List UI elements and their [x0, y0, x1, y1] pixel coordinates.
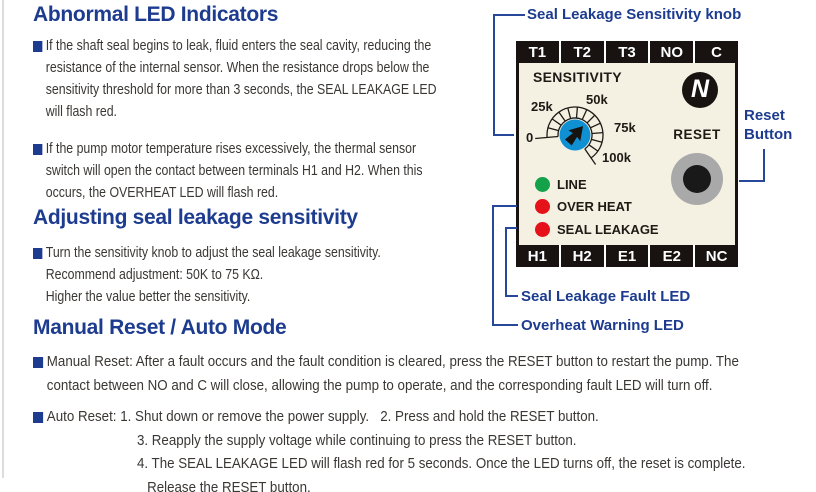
led-row-seal-leakage — [535, 222, 659, 237]
auto-reset-bullet — [33, 406, 745, 492]
text-line: contact between NO and C will close, allowing the pump to operate, and the corresponding fault LED will turn off. — [46, 377, 713, 394]
text-line: Auto Reset: 1. Shut down or remove the power supply. 2. Press and hold the RESET button. — [46, 409, 599, 425]
section-title-manual-reset: Manual Reset / Auto Mode — [33, 316, 287, 339]
bullet-square-icon — [33, 412, 43, 423]
seal-leakage-led-icon — [535, 222, 550, 237]
bullet-square-icon — [33, 357, 43, 368]
terminal-h1: H1 — [516, 245, 559, 267]
terminal-c: C — [695, 41, 738, 63]
callout-line-overheat-bottom — [492, 324, 518, 326]
terminal-h2: H2 — [561, 245, 604, 267]
abnormal-bullet-2 — [33, 138, 423, 204]
terminal-t2: T2 — [561, 41, 604, 63]
dial-label-0: 0 — [526, 130, 534, 145]
text-line: Higher the value better the sensitivity. — [45, 289, 251, 305]
text-line: If the pump motor temperature rises excessively, the thermal sensor — [45, 141, 417, 157]
terminal-nc: NC — [695, 245, 738, 267]
bullet-square-icon — [33, 144, 42, 155]
callout-knob-label: Seal Leakage Sensitivity knob — [527, 6, 742, 23]
dial-label-100k: 100k — [602, 150, 631, 165]
text-line: switch will open the contact between terminals H1 and H2. When this — [45, 163, 423, 179]
terminal-e2: E2 — [650, 245, 693, 267]
dial-label-50k: 50k — [586, 92, 608, 107]
abnormal-bullet-1 — [33, 35, 436, 123]
line-led-icon — [535, 177, 550, 192]
control-panel-diagram — [516, 41, 738, 267]
text-line: Release the RESET button. — [147, 479, 311, 492]
adjusting-bullet — [33, 242, 381, 308]
text-line: 4. The SEAL LEAKAGE LED will flash red for 5 seconds. Once the LED turns off, the reset is complete. — [136, 456, 746, 472]
terminal-e1: E1 — [606, 245, 649, 267]
text-line: resistance of the internal sensor. When the resistance drops below the — [45, 60, 430, 76]
reset-button-core — [683, 165, 711, 193]
text-line: Manual Reset: After a fault occurs and the fault condition is cleared, press the RESET button to restart the pump. The — [46, 354, 739, 370]
text-line: 3. Reapply the supply voltage while continuing to press the RESET button. — [136, 432, 577, 449]
text-line: sensitivity threshold for more than 3 seconds, the SEAL LEAKAGE LED — [45, 82, 437, 98]
terminal-no: NO — [650, 41, 693, 63]
callout-line-knob-point — [493, 134, 514, 136]
manual-reset-bullet — [33, 351, 739, 398]
brand-logo-letter: N — [690, 74, 710, 103]
text-line: will flash red. — [45, 104, 117, 120]
page-edge-line — [2, 0, 4, 478]
sensitivity-label: SENSITIVITY — [533, 69, 622, 85]
callout-line-seal-bottom — [505, 295, 518, 297]
brand-logo — [682, 72, 718, 108]
led-row-overheat — [535, 199, 632, 214]
dial-label-75k: 75k — [614, 120, 636, 135]
bullet-square-icon — [33, 41, 42, 52]
dial-label-25k: 25k — [531, 99, 553, 114]
section-title-abnormal-led: Abnormal LED Indicators — [33, 3, 279, 26]
led-label: OVER HEAT — [557, 199, 632, 214]
reset-label: RESET — [673, 127, 721, 142]
callout-line-seal-vert — [505, 227, 507, 297]
callout-seal-fault-label: Seal Leakage Fault LED — [521, 288, 691, 305]
terminal-t1: T1 — [516, 41, 559, 63]
callout-reset-line1: Reset — [744, 107, 785, 124]
reset-button[interactable] — [671, 153, 723, 205]
terminal-strip-bottom — [516, 245, 738, 267]
text-line: occurs, the OVERHEAT LED will flash red. — [45, 185, 279, 201]
callout-line-overheat-vert — [492, 205, 494, 326]
led-label: SEAL LEAKAGE — [557, 222, 659, 237]
callout-line-overheat-top — [492, 205, 517, 207]
callout-overheat-label: Overheat Warning LED — [521, 317, 684, 334]
led-row-line — [535, 177, 587, 192]
callout-reset-line2: Button — [744, 126, 793, 143]
overheat-led-icon — [535, 199, 550, 214]
panel-body — [516, 63, 738, 245]
terminal-strip-top — [516, 41, 738, 63]
text-line: Recommend adjustment: 50K to 75 KΩ. — [45, 267, 264, 283]
callout-line-knob-vert — [493, 14, 495, 136]
led-label: LINE — [557, 177, 587, 192]
callout-line-reset-vert — [763, 149, 765, 182]
callout-reset-label — [744, 106, 792, 144]
callout-line-knob-top — [493, 14, 525, 16]
text-line: If the shaft seal begins to leak, fluid enters the seal cavity, reducing the — [45, 38, 432, 54]
section-title-adjusting-sensitivity: Adjusting seal leakage sensitivity — [33, 206, 358, 229]
terminal-t3: T3 — [606, 41, 649, 63]
bullet-square-icon — [33, 248, 42, 259]
callout-line-reset-point — [739, 180, 765, 182]
text-line: Turn the sensitivity knob to adjust the seal leakage sensitivity. — [45, 245, 381, 261]
